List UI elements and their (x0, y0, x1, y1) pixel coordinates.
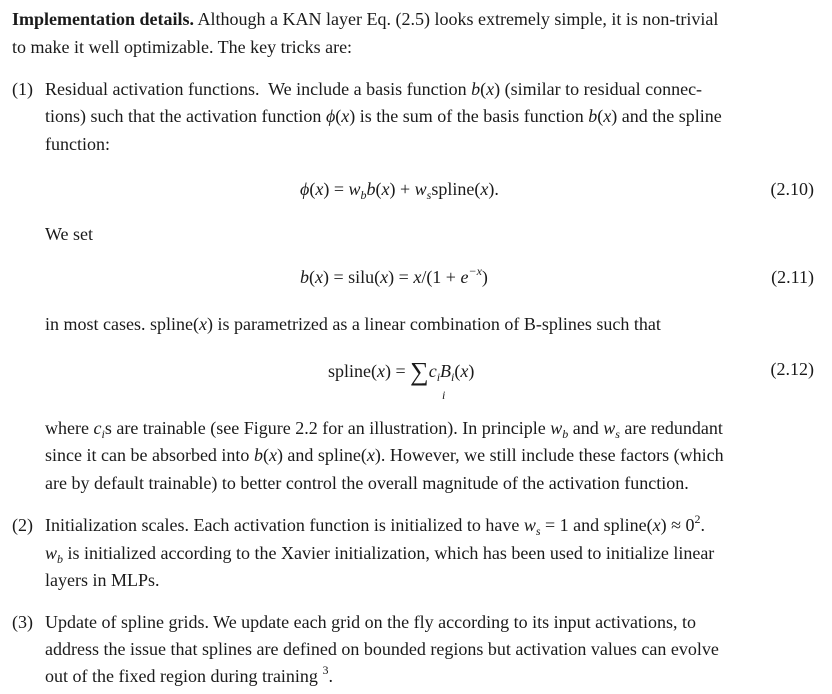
item-3-line-1: Update of spline grids. We update each grid on the fly according to its input activations, to (45, 612, 697, 632)
equation-2-11-number: (2.11) (771, 267, 814, 287)
summation-symbol: ∑ (410, 357, 429, 386)
item-1-line-6: since it can be absorbed into b(x) and spline(x). However, we still include these factors (which (45, 445, 724, 465)
summation-index: i (442, 388, 446, 402)
implementation-details-line-1: Implementation details. Although a KAN layer Eq. (2.5) looks extremely simple, it is non-trivial (12, 9, 719, 29)
equation-2-10-number: (2.10) (770, 179, 814, 199)
item-1-marker: (1) (12, 79, 33, 99)
equation-2-11: b(x) = silu(x) = $x/(1 + e^{-x})$ (300, 264, 488, 287)
section-title: Implementation details. (12, 9, 194, 29)
item-1-line-4: in most cases. spline(x) is parametrized as a linear combination of B-splines such that (45, 314, 661, 334)
item-1-line-3: function: (45, 134, 110, 154)
item-2-marker: (2) (12, 515, 33, 535)
item-1-line-7: are by default trainable) to better control the overall magnitude of the activation function. (45, 473, 689, 493)
item-1-line-2: tions) such that the activation function ϕ(x) is the sum of the basis function b(x) and the spline (45, 106, 722, 126)
implementation-details-line-2: to make it well optimizable. The key tricks are: (12, 37, 353, 57)
item-1-line-5: where $c_is$ are trainable (see Figure 2.2 for an illustration). In principle $w_b$ and $w_s$ are redundant (45, 418, 723, 441)
equation-2-12-number: (2.12) (770, 359, 814, 379)
item-1-line-1: Residual activation functions. We include a basis function b(x) (similar to residual connec- (45, 79, 703, 99)
item-3-marker: (3) (12, 612, 33, 632)
item-3-line-2: address the issue that splines are defined on bounded regions but activation values can evolve (45, 639, 719, 659)
we-set-text: We set (45, 224, 94, 244)
item-2-line-2: $w_b$ is initialized according to the Xavier initialization, which has been used to initialize linear (45, 543, 715, 566)
item-3-line-3: out of the fixed region during training $^3$. (45, 663, 333, 686)
equation-2-12: spline(x) = $\sum c_iB_i(x)$ (328, 357, 475, 386)
equation-2-10: $\phi(x) = w_bb(x)$ + $w_sspline(x)$. (300, 179, 499, 202)
item-2-line-3: layers in MLPs. (45, 570, 160, 590)
item-2-line-1: Initialization scales. Each activation function is initialized to have $w_s = 1$ and spline(x) ≈ $0^2$. (45, 512, 706, 538)
